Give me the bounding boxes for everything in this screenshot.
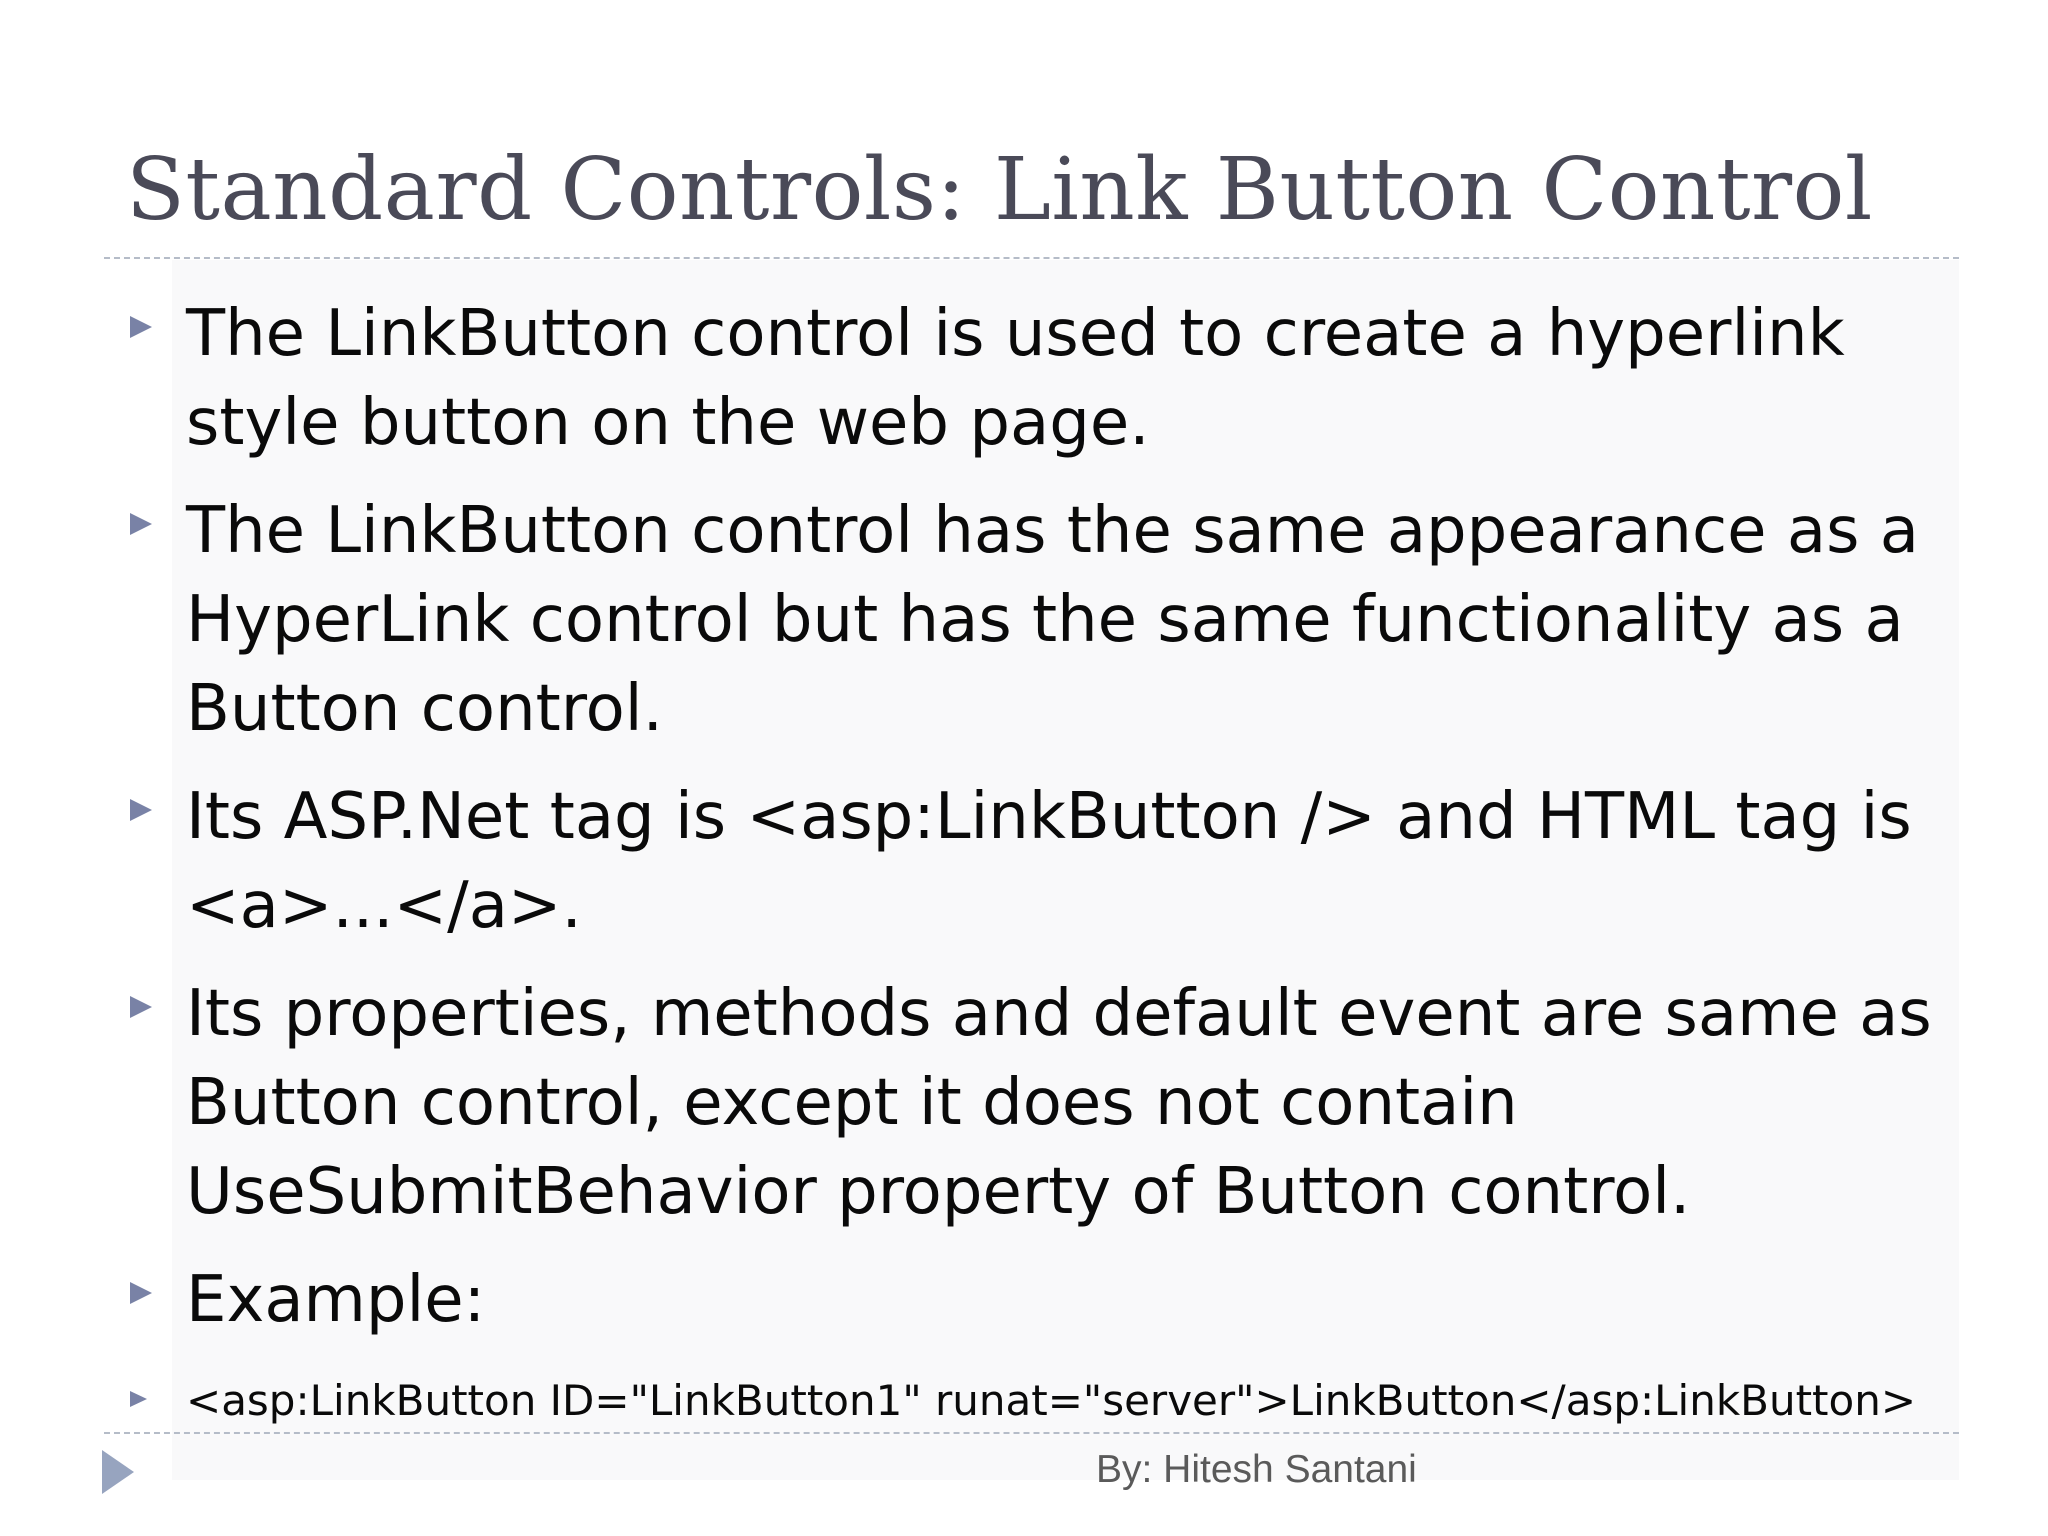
bullet-item: [126, 290, 1966, 468]
bullet-list: [126, 290, 1966, 1431]
bullet-item: [126, 487, 1966, 754]
bullet-text: The LinkButton control has the same appearance as a HyperLink control but has the same functionality as a Button control.: [186, 494, 1919, 746]
bullet-text: Its properties, methods and default event are same as Button control, except it does not contain UseSubmitBehavior property of Button control.: [186, 977, 1932, 1229]
bullet-text: Example:: [186, 1263, 486, 1337]
bullet-text: The LinkButton control is used to create a hyperlink style button on the web page.: [186, 297, 1845, 460]
bullet-item: [126, 773, 1966, 951]
bullet-item: [126, 1256, 1966, 1345]
bullet-triangle-icon: [130, 316, 152, 338]
footer-triangle-icon: [102, 1450, 134, 1494]
bullet-item: [126, 970, 1966, 1237]
bullet-triangle-icon: [130, 1282, 152, 1304]
bullet-triangle-icon: [130, 513, 152, 535]
title-divider: [104, 257, 1959, 259]
bullet-triangle-icon: [130, 1391, 147, 1407]
code-example-text: <asp:LinkButton ID="LinkButton1" runat="server">LinkButton</asp:LinkButton>: [186, 1376, 1917, 1425]
bullet-triangle-icon: [130, 996, 152, 1018]
bullet-text: Its ASP.Net tag is <asp:LinkButton /> and HTML tag is <a>...</a>.: [186, 780, 1912, 943]
code-example-item: [126, 1371, 1966, 1431]
footer-divider: [104, 1432, 1959, 1434]
footer-author: By: Hitesh Santani: [1096, 1448, 1417, 1491]
bullet-triangle-icon: [130, 799, 152, 821]
slide-title: Standard Controls: Link Button Control: [126, 140, 1873, 240]
